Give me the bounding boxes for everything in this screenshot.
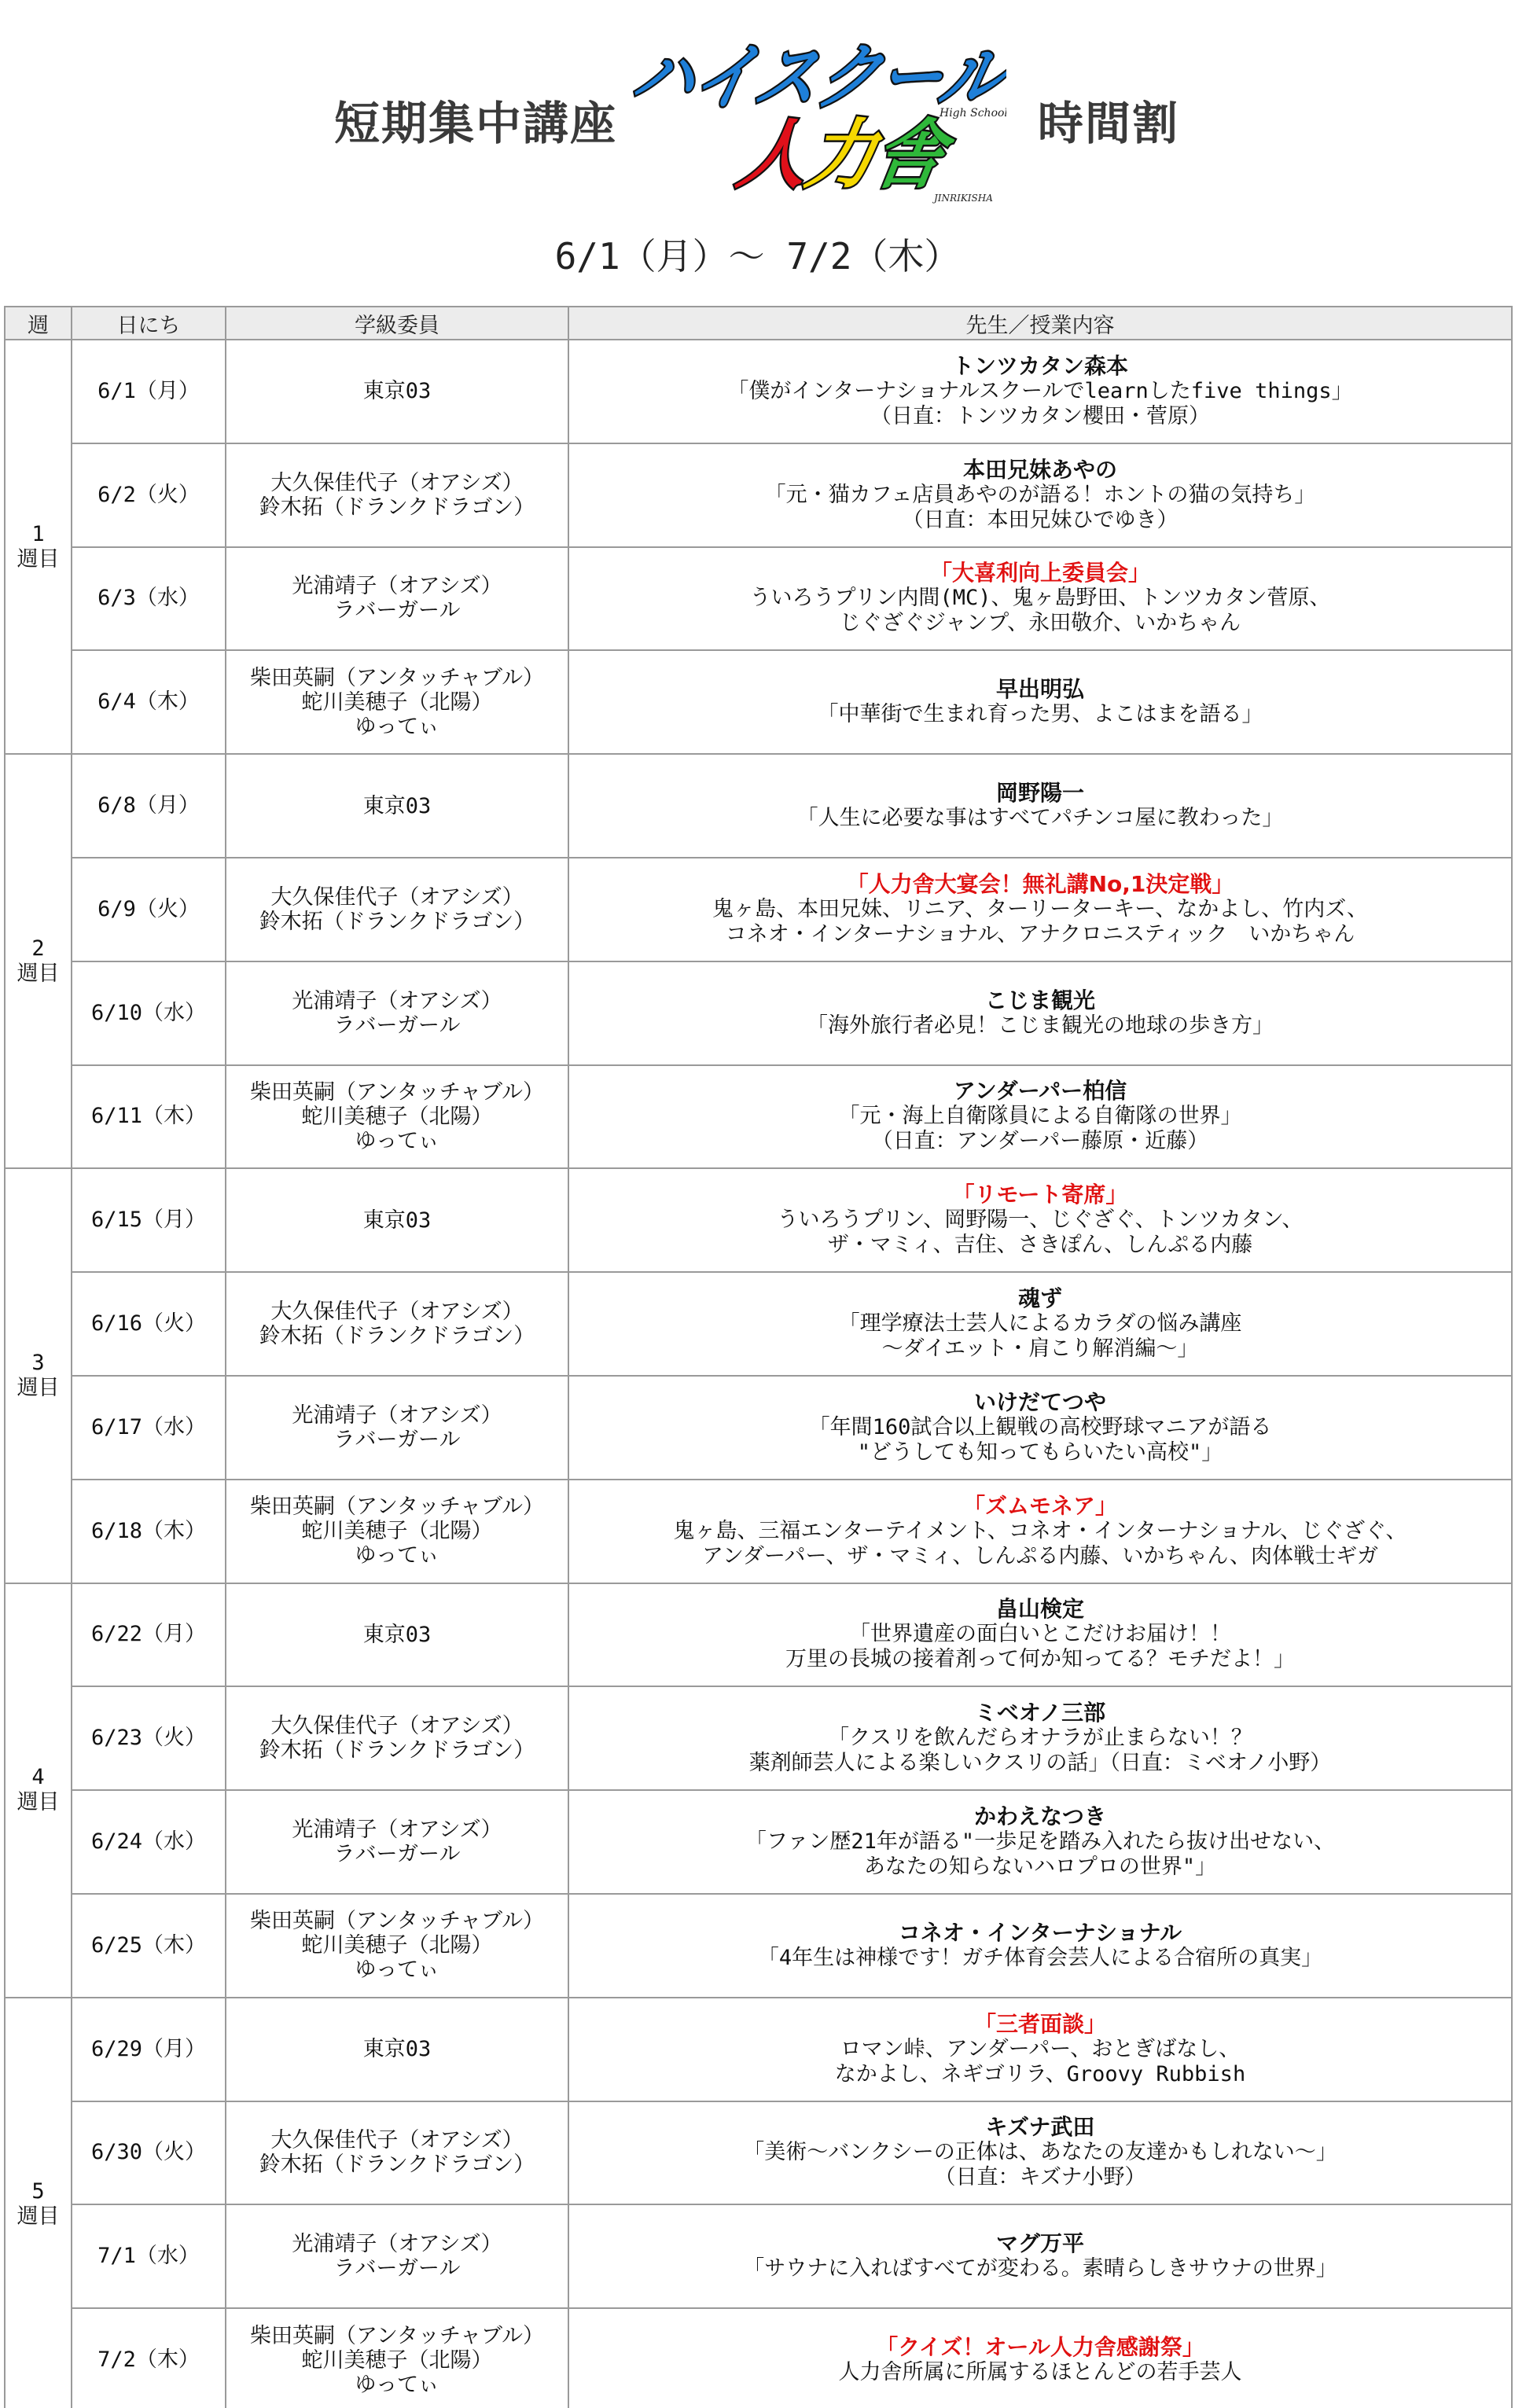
class-reps-cell <box>226 340 568 443</box>
lesson-content-cell <box>568 858 1512 961</box>
lesson-description: 「サウナに入ればすべてが変わる。素晴らしきサウナの世界」 <box>743 2256 1337 2281</box>
week-number: 1 <box>31 521 45 546</box>
lesson-description: 「4年生は神様です！ガチ体育会芸人による合宿所の真実」 <box>757 1945 1323 1970</box>
lesson-content-cell <box>568 1894 1512 1998</box>
lesson-description: ザ・マミィ、吉住、さきぽん、しんぷる内藤 <box>827 1233 1253 1258</box>
lesson-content-cell <box>568 1686 1512 1790</box>
column-header-class-reps: 学級委員 <box>226 307 568 340</box>
class-rep-name: 蛇川美穂子（北陽） <box>301 1519 493 1544</box>
class-rep-name: 鈴木拓（ドランクドラゴン） <box>259 2152 535 2178</box>
class-reps-cell <box>226 1376 568 1480</box>
class-rep-name: 蛇川美穂子（北陽） <box>301 2347 493 2373</box>
class-rep-name: ラバーガール <box>333 598 461 623</box>
class-rep-name: 大久保佳代子（オアシズ） <box>270 1714 524 1739</box>
lecturer-name: かわえなつき <box>973 1803 1106 1830</box>
table-row <box>5 340 1512 443</box>
lesson-description: 「中華街で生まれ育った男、よこはまを語る」 <box>817 702 1263 727</box>
lesson-description: （日直：トンツカタン櫻田・菅原） <box>870 403 1210 428</box>
class-rep-name: 光浦靖子（オアシズ） <box>292 574 502 599</box>
class-rep-name: ゆってぃ <box>355 2372 439 2397</box>
logo-char: 舎 <box>868 110 959 199</box>
date-cell: 6/24（水） <box>72 1790 226 1894</box>
table-row <box>5 1376 1512 1480</box>
week-number: 3 <box>31 1350 45 1375</box>
table-row <box>5 1065 1512 1169</box>
date-cell: 6/2（火） <box>72 443 226 547</box>
title-right: 時間割 <box>1038 97 1180 150</box>
class-rep-name: 光浦靖子（オアシズ） <box>292 1403 502 1428</box>
date-cell: 6/9（火） <box>72 858 226 961</box>
class-reps-cell <box>226 754 568 858</box>
lesson-content-cell <box>568 547 1512 651</box>
class-reps-cell <box>226 961 568 1065</box>
table-row <box>5 1686 1512 1790</box>
class-reps-cell <box>226 1998 568 2101</box>
lesson-description: 「元・海上自衛隊員による自衛隊の世界」 <box>838 1104 1242 1129</box>
table-row <box>5 1998 1512 2101</box>
schedule-table <box>4 306 1513 2408</box>
class-reps-cell <box>226 1168 568 1272</box>
class-reps-cell <box>226 650 568 754</box>
class-reps-cell <box>226 443 568 547</box>
date-cell: 6/4（木） <box>72 650 226 754</box>
lecturer-name: コネオ・インターナショナル <box>898 1919 1182 1946</box>
lesson-description: 「クスリを飲んだらオナラが止まらない！？ <box>828 1726 1252 1751</box>
class-rep-name: 大久保佳代子（オアシズ） <box>270 884 524 910</box>
lesson-description: 「美術～バンクシーの正体は、あなたの友達かもしれない～」 <box>743 2140 1337 2165</box>
class-rep-name: ラバーガール <box>333 1427 461 1452</box>
class-rep-name: 柴田英嗣（アンタッチャブル） <box>250 1079 544 1105</box>
lecturer-name: ミベオノ三部 <box>974 1700 1106 1726</box>
lesson-content-cell <box>568 1790 1512 1894</box>
class-reps-cell <box>226 858 568 961</box>
page-header <box>0 0 1515 314</box>
lesson-description: 「理学療法士芸人によるカラダの悩み講座 <box>838 1311 1242 1336</box>
class-rep-name: 鈴木拓（ドランクドラゴン） <box>259 1738 535 1763</box>
week-suffix: 週目 <box>17 1375 60 1400</box>
table-row <box>5 547 1512 651</box>
class-reps-cell <box>226 1480 568 1583</box>
date-cell: 6/23（火） <box>72 1686 226 1790</box>
special-event-title: 「クイズ！オール人力舎感謝祭」 <box>876 2334 1204 2361</box>
week-suffix: 週目 <box>17 546 60 572</box>
class-reps-cell <box>226 2308 568 2408</box>
logo-text-top: ハイスクール <box>629 35 1006 119</box>
lesson-content-cell <box>568 754 1512 858</box>
lesson-content-cell <box>568 443 1512 547</box>
week-cell <box>5 340 72 754</box>
logo-graphic <box>629 24 1006 204</box>
week-suffix: 週目 <box>17 1790 60 1815</box>
lecturer-name: アンダーパー柏信 <box>953 1078 1127 1105</box>
class-rep-name: 東京03 <box>362 1622 432 1647</box>
lesson-content-cell <box>568 340 1512 443</box>
lecturer-name: 岡野陽一 <box>995 780 1084 807</box>
class-reps-cell <box>226 1790 568 1894</box>
logo-tag-high-school: High School <box>940 107 1006 119</box>
class-reps-cell <box>226 2204 568 2308</box>
title-left: 短期集中講座 <box>334 97 618 150</box>
class-rep-name: 柴田英嗣（アンタッチャブル） <box>250 1494 544 1520</box>
lecturer-name: キズナ武田 <box>985 2114 1095 2141</box>
class-rep-name: 東京03 <box>362 793 432 818</box>
lecturer-name: 魂ず <box>1017 1285 1062 1312</box>
table-row <box>5 1894 1512 1998</box>
date-cell: 6/15（月） <box>72 1168 226 1272</box>
lecturer-name: 早出明弘 <box>995 676 1084 703</box>
class-rep-name: ラバーガール <box>333 1842 461 1867</box>
logo-char: 力 <box>800 110 892 199</box>
lesson-description: ～ダイエット・肩こり解消編～」 <box>881 1336 1199 1362</box>
lesson-description: （日直：キズナ小野） <box>934 2165 1146 2190</box>
special-event-title: 「人力舎大宴会！無礼講No,1決定戦」 <box>846 870 1234 897</box>
date-cell: 6/11（木） <box>72 1065 226 1169</box>
lecturer-name: マグ万平 <box>995 2230 1084 2257</box>
lesson-content-cell <box>568 650 1512 754</box>
lecturer-name: 本田兄妹あやの <box>962 456 1117 483</box>
class-reps-cell <box>226 2101 568 2205</box>
date-cell: 6/17（水） <box>72 1376 226 1480</box>
table-row <box>5 858 1512 961</box>
lesson-content-cell <box>568 2308 1512 2408</box>
week-cell <box>5 754 72 1168</box>
table-row <box>5 443 1512 547</box>
date-cell: 6/16（火） <box>72 1272 226 1376</box>
class-rep-name: 光浦靖子（オアシズ） <box>292 988 502 1013</box>
class-rep-name: 蛇川美穂子（北陽） <box>301 1104 493 1129</box>
date-cell: 6/30（火） <box>72 2101 226 2205</box>
class-rep-name: 東京03 <box>362 2037 432 2062</box>
week-cell <box>5 1583 72 1998</box>
lesson-content-cell <box>568 1998 1512 2101</box>
lesson-description: 鬼ヶ島、本田兄妹、リニア、ターリーターキー、なかよし、竹内ズ、 <box>712 896 1369 921</box>
table-row <box>5 1583 1512 1687</box>
class-rep-name: ラバーガール <box>333 2256 461 2281</box>
week-number: 5 <box>31 2179 45 2204</box>
class-rep-name: ラバーガール <box>333 1013 461 1038</box>
lesson-description: 「ファン歴21年が語る"一歩足を踏み入れたら抜け出せない、 <box>745 1829 1336 1855</box>
week-number: 2 <box>31 936 45 961</box>
class-rep-name: 大久保佳代子（オアシズ） <box>270 2128 524 2153</box>
class-rep-name: 大久保佳代子（オアシズ） <box>270 470 524 495</box>
lesson-description: 薬剤師芸人による楽しいクスリの話」（日直：ミベオノ小野） <box>748 1751 1332 1776</box>
table-row <box>5 754 1512 858</box>
class-rep-name: 柴田英嗣（アンタッチャブル） <box>250 665 544 690</box>
class-rep-name: 鈴木拓（ドランクドラゴン） <box>259 1324 535 1349</box>
table-row <box>5 2204 1512 2308</box>
class-reps-cell <box>226 1583 568 1687</box>
lesson-description: 「人生に必要な事はすべてパチンコ屋に教わった」 <box>796 806 1284 831</box>
class-reps-cell <box>226 1686 568 1790</box>
lesson-description: なかよし、ネギゴリラ、Groovy Rubbish <box>834 2061 1246 2086</box>
date-cell: 6/18（木） <box>72 1480 226 1583</box>
lesson-description: 「僕がインターナショナルスクールでlearnしたfive things」 <box>727 378 1353 403</box>
lesson-description: 万里の長城の接着剤って何か知ってる？モチだよ！」 <box>785 1647 1295 1672</box>
lesson-description: "どうしても知ってもらいたい高校"」 <box>857 1439 1223 1465</box>
lesson-content-cell <box>568 1272 1512 1376</box>
logo-char: 人 <box>731 110 823 199</box>
lecturer-name: 畠山検定 <box>995 1596 1084 1623</box>
class-rep-name: 蛇川美穂子（北陽） <box>301 689 493 715</box>
week-cell <box>5 1998 72 2408</box>
week-cell <box>5 1168 72 1583</box>
class-rep-name: 鈴木拓（ドランクドラゴン） <box>259 909 535 934</box>
table-row <box>5 1272 1512 1376</box>
table-row <box>5 961 1512 1065</box>
class-rep-name: 蛇川美穂子（北陽） <box>301 1933 493 1958</box>
lesson-description: 「元・猫カフェ店員あやのが語る！ホントの猫の気持ち」 <box>764 482 1316 507</box>
lesson-description: アンダーパー、ザ・マミィ、しんぷる内藤、いかちゃん、肉体戦士ギガ <box>702 1543 1378 1568</box>
table-row <box>5 2101 1512 2205</box>
table-row <box>5 2308 1512 2408</box>
column-header-teacher-content: 先生／授業内容 <box>568 307 1512 340</box>
special-event-title: 「ズムモネア」 <box>962 1492 1117 1519</box>
date-cell: 6/22（月） <box>72 1583 226 1687</box>
lecturer-name: こじま観光 <box>984 987 1095 1013</box>
class-rep-name: 柴田英嗣（アンタッチャブル） <box>250 2323 544 2348</box>
lesson-content-cell <box>568 2101 1512 2205</box>
class-reps-cell <box>226 1272 568 1376</box>
date-cell: 7/1（水） <box>72 2204 226 2308</box>
schedule-body <box>5 340 1512 2408</box>
class-rep-name: 柴田英嗣（アンタッチャブル） <box>250 1909 544 1934</box>
class-reps-cell <box>226 1894 568 1998</box>
lesson-description: じぐざぐジャンプ、永田敬介、いかちゃん <box>839 611 1241 636</box>
class-rep-name: 光浦靖子（オアシズ） <box>292 1818 502 1843</box>
lesson-description: 「年間160試合以上観戦の高校野球マニアが語る <box>808 1414 1272 1439</box>
table-row <box>5 1480 1512 1583</box>
class-reps-cell <box>226 1065 568 1169</box>
lesson-description: ういろうプリン、岡野陽一、じぐざぐ、トンツカタン、 <box>777 1208 1304 1233</box>
high-school-jinrikisha-logo <box>629 24 1006 204</box>
week-number: 4 <box>31 1765 45 1790</box>
lesson-content-cell <box>568 2204 1512 2308</box>
special-event-title: 「大喜利向上委員会」 <box>929 560 1150 586</box>
class-rep-name: ゆってぃ <box>355 1958 439 1983</box>
lesson-description: 「世界遺産の面白いとこだけお届け！！ <box>849 1622 1231 1647</box>
lesson-content-cell <box>568 1065 1512 1169</box>
special-event-title: 「三者面談」 <box>973 2010 1106 2037</box>
lesson-content-cell <box>568 1480 1512 1583</box>
lesson-content-cell <box>568 961 1512 1065</box>
column-header-week: 週 <box>5 307 72 340</box>
lecturer-name: トンツカタン森本 <box>951 352 1128 379</box>
svg-text:人力舎 <box>732 111 961 199</box>
logo-text-bottom <box>732 111 961 199</box>
class-rep-name: ゆってぃ <box>355 714 439 739</box>
lesson-description: あなたの知らないハロプロの世界"」 <box>863 1855 1217 1880</box>
class-rep-name: 鈴木拓（ドランクドラゴン） <box>259 494 535 520</box>
class-rep-name: 東京03 <box>362 379 432 404</box>
class-reps-cell <box>226 547 568 651</box>
class-rep-name: 光浦靖子（オアシズ） <box>292 2232 502 2257</box>
lesson-description: （日直：本田兄妹ひでゆき） <box>902 507 1179 532</box>
lesson-description: コネオ・インターナショナル、アナクロニスティック いかちゃん <box>725 921 1355 947</box>
period-range: 6/1（月）～ 7/2（木） <box>554 235 961 278</box>
lecturer-name: いけだてつや <box>973 1388 1106 1415</box>
date-cell: 6/29（月） <box>72 1998 226 2101</box>
lesson-content-cell <box>568 1376 1512 1480</box>
class-rep-name: 大久保佳代子（オアシズ） <box>270 1300 524 1325</box>
table-row <box>5 1168 1512 1272</box>
lesson-description: ロマン峠、アンダーパー、おとぎばなし、 <box>840 2036 1241 2061</box>
date-cell: 7/2（木） <box>72 2308 226 2408</box>
class-rep-name: ゆってぃ <box>355 1128 439 1153</box>
logo-tag-jinrikisha: JINRIKISHA <box>934 193 993 204</box>
date-cell: 6/25（木） <box>72 1894 226 1998</box>
week-suffix: 週目 <box>17 2204 60 2230</box>
class-rep-name: ゆってぃ <box>355 1543 439 1568</box>
date-cell: 6/8（月） <box>72 754 226 858</box>
table-row <box>5 650 1512 754</box>
date-cell: 6/3（水） <box>72 547 226 651</box>
lesson-content-cell <box>568 1583 1512 1687</box>
lesson-description: （日直：アンダーパー藤原・近藤） <box>871 1129 1209 1154</box>
table-header-row <box>5 307 1512 340</box>
lesson-description: 鬼ヶ島、三福エンターテイメント、コネオ・インターナショナル、じぐざぐ、 <box>673 1518 1407 1543</box>
lesson-description: 人力舎所属に所属するほとんどの若手芸人 <box>838 2360 1242 2385</box>
date-cell: 6/10（水） <box>72 961 226 1065</box>
date-cell: 6/1（月） <box>72 340 226 443</box>
table-row <box>5 1790 1512 1894</box>
week-suffix: 週目 <box>17 961 60 986</box>
lesson-description: 「海外旅行者必見！こじま観光の地球の歩き方」 <box>807 1013 1274 1038</box>
lesson-content-cell <box>568 1168 1512 1272</box>
column-header-date: 日にち <box>72 307 226 340</box>
lesson-description: ういろうプリン内間(MC)、鬼ヶ島野田、トンツカタン菅原、 <box>749 586 1331 611</box>
class-rep-name: 東京03 <box>362 1208 432 1233</box>
special-event-title: 「リモート寄席」 <box>952 1182 1128 1208</box>
